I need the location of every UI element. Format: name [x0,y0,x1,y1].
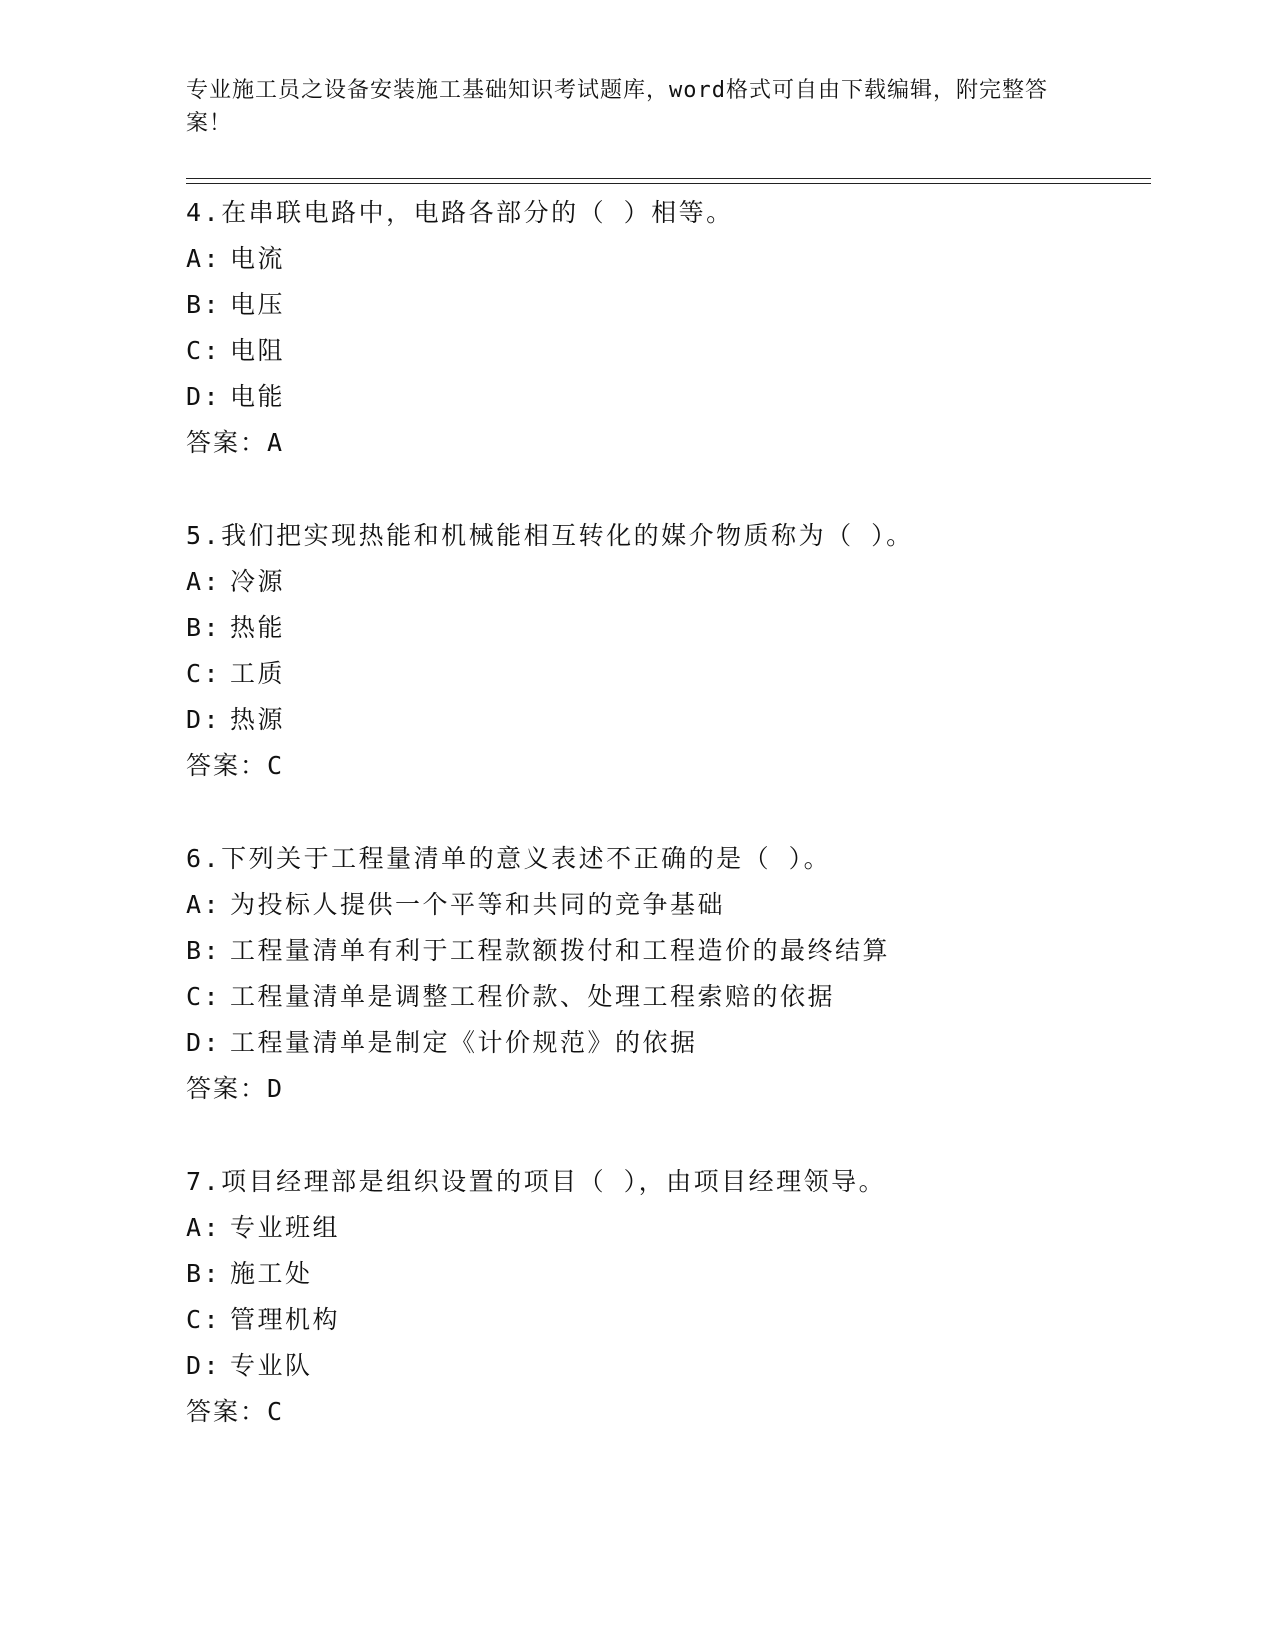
option-b [186,1251,1146,1297]
question-block [186,1159,1146,1435]
question-list [186,190,1146,1482]
answer-label: 答案： [186,1397,268,1426]
option-text: 电流 [230,244,286,273]
option-letter: B: [186,290,222,319]
option-c [186,1297,1146,1343]
question-stem: 4.在串联电路中，电路各部分的（ ）相等。 [186,198,734,227]
answer-line [186,420,1146,466]
answer-value: D [267,1074,285,1103]
option-a [186,559,1146,605]
option-c [186,974,1146,1020]
option-a [186,882,1146,928]
answer-line [186,1389,1146,1435]
option-b [186,282,1146,328]
option-d [186,1020,1146,1066]
option-text: 管理机构 [230,1305,341,1334]
answer-line [186,743,1146,789]
option-text: 热源 [230,705,286,734]
option-letter: B: [186,613,222,642]
option-text: 专业队 [230,1351,313,1380]
question-stem: 6.下列关于工程量清单的意义表述不正确的是（ ）。 [186,844,832,873]
option-letter: D: [186,382,222,411]
option-text: 冷源 [230,567,286,596]
option-text: 工质 [230,659,286,688]
option-text: 为投标人提供一个平等和共同的竞争基础 [230,890,726,919]
option-d [186,374,1146,420]
option-letter: A: [186,244,222,273]
option-letter: C: [186,336,222,365]
option-b [186,605,1146,651]
answer-value: A [267,428,285,457]
option-d [186,697,1146,743]
option-letter: C: [186,1305,222,1334]
answer-label: 答案： [186,1074,268,1103]
option-letter: A: [186,890,222,919]
option-a [186,236,1146,282]
question-block [186,190,1146,466]
option-text: 热能 [230,613,286,642]
option-text: 工程量清单有利于工程款额拨付和工程造价的最终结算 [230,936,891,965]
answer-value: C [267,751,285,780]
option-a [186,1205,1146,1251]
header-divider-top [186,178,1151,179]
option-letter: B: [186,936,222,965]
option-c [186,328,1146,374]
option-letter: C: [186,982,222,1011]
option-d [186,1343,1146,1389]
option-letter: A: [186,567,222,596]
question-stem: 5.我们把实现热能和机械能相互转化的媒介物质称为（ ）。 [186,521,914,550]
option-text: 工程量清单是调整工程价款、处理工程索赔的依据 [230,982,836,1011]
option-text: 电阻 [230,336,286,365]
question-block [186,513,1146,789]
document-header: 专业施工员之设备安装施工基础知识考试题库，word格式可自由下载编辑，附完整答案！ [186,78,1048,136]
option-b [186,928,1146,974]
option-text: 电能 [230,382,286,411]
answer-label: 答案： [186,428,268,457]
option-letter: D: [186,1351,222,1380]
option-text: 专业班组 [230,1213,341,1242]
header-divider-bottom [186,183,1151,184]
option-c [186,651,1146,697]
option-letter: D: [186,705,222,734]
answer-label: 答案： [186,751,268,780]
option-text: 施工处 [230,1259,313,1288]
option-text: 电压 [230,290,286,319]
answer-value: C [267,1397,285,1426]
option-text: 工程量清单是制定《计价规范》的依据 [230,1028,698,1057]
option-letter: A: [186,1213,222,1242]
option-letter: D: [186,1028,222,1057]
question-block [186,836,1146,1112]
question-stem: 7.项目经理部是组织设置的项目（ ），由项目经理领导。 [186,1167,887,1196]
answer-line [186,1066,1146,1112]
option-letter: C: [186,659,222,688]
option-letter: B: [186,1259,222,1288]
